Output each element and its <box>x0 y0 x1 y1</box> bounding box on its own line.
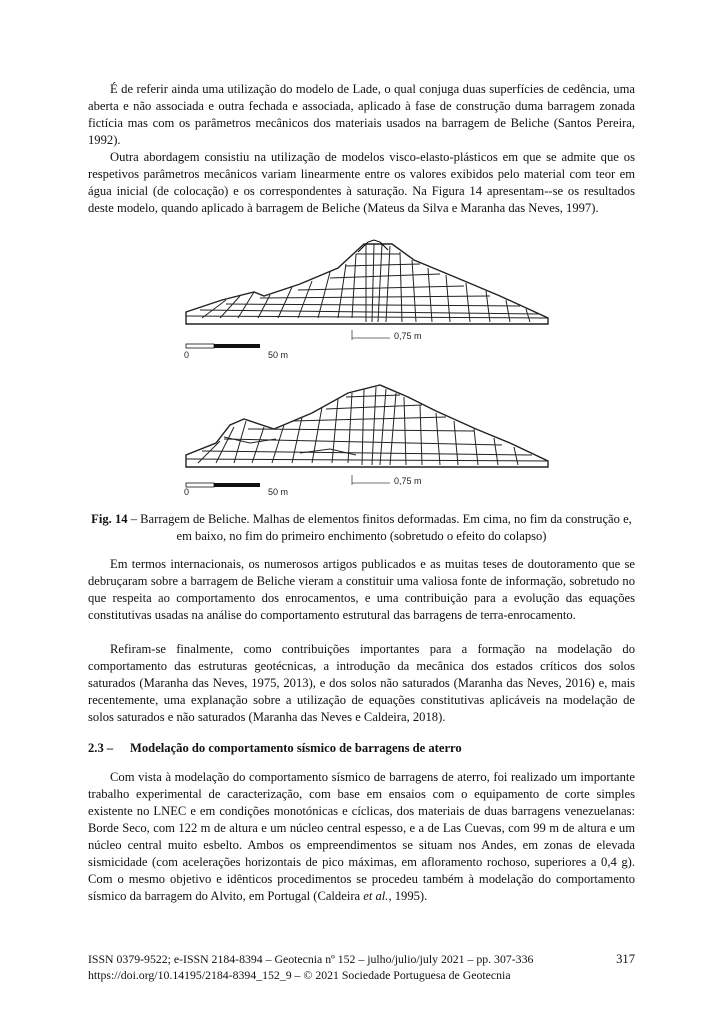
paragraph-contributions <box>88 641 635 726</box>
paragraph-text: Refiram-se finalmente, como contribuições importantes para a formação na modelação do comportamento das estruturas geotécnicas, a introdução da mecânica dos estados críticos dos solos saturados (Maranha das Neves, 1975, 2013), e dos solos não saturados (Maranha das Neves, 2016) e, mais recentemente, uma explanação sobre a utilização de equações constitutivas aplicáveis na modelação de solos saturados e não saturados (Maranha das Neves e Caldeira, 2018). <box>88 642 635 724</box>
figure-caption-label: Fig. 14 <box>91 512 128 526</box>
page-footer <box>88 951 635 983</box>
displacement-label: 0,75 m <box>394 476 422 486</box>
paragraph-international <box>88 556 635 624</box>
scale-bar-black <box>214 344 260 348</box>
scale-bar-white <box>186 483 214 487</box>
paragraph-italic-etal: et al. <box>363 889 389 903</box>
scale-length-label: 50 m <box>268 487 289 497</box>
scale-zero-label: 0 <box>184 487 190 497</box>
paragraph-text: Em termos internacionais, os numerosos artigos publicados e as muitas teses de doutoramento que se debruçaram sobre a barragem de Beliche vieram a constituir uma valiosa fonte de informação, sobretudo no que respeita ao comportamento dos enrocamentos, e uma contribuição para a evolução das equações constitutivas usadas na análise do comportamento estrutural das barragens de terra-enrocamento. <box>88 557 635 622</box>
section-title: Modelação do comportamento sísmico de barragens de aterro <box>130 741 462 755</box>
paragraph-text-end: , 1995). <box>388 889 428 903</box>
mesh-figure-first-filling <box>180 383 560 499</box>
footer-doi-line: https://doi.org/10.14195/2184-8394_152_9 – © 2021 Sociedade Portuguesa de Geotecnia <box>88 968 511 982</box>
figure-caption <box>88 511 635 545</box>
scale-zero-label: 0 <box>184 350 190 360</box>
section-heading <box>88 741 462 756</box>
displacement-label: 0,75 m <box>394 331 422 341</box>
paragraph-text: Com vista à modelação do comportamento sísmico de barragens de aterro, foi realizado um importante trabalho experimental de caracterização, com base em ensaios com o equipamento de corte simples existente no LNEC e em condições monotónicas e cíclicas, dos materiais de duas barragens venezuelanas: Borde Seco, com 122 m de altura e um núcleo central espesso, e a de Las Cuevas, com 99 m de altura e um núcleo central muito esbelto. Ambos os empreendimentos se situam nos Andes, em zonas de elevada sismicidade (com acelerações horizontais de pico máximas, em afloramento rochoso, superiores a 0,4 g). Com o mesmo objetivo e idênticos procedimentos se procedeu também à modelação do comportamento sísmico da barragem do Alvito, em Portugal (Caldeira <box>88 770 635 903</box>
scale-bar-white <box>186 344 214 348</box>
mesh-figure-end-of-construction <box>180 238 560 362</box>
paragraph-text: Outra abordagem consistiu na utilização de modelos visco-elasto-plásticos em que se admite que os respetivos parâmetros mecânicos variam linearmente entre os valores exibidos pelo material com teor em água inicial (de colocação) e os correspondentes à saturação. Na Figura 14 apresentam--se os resultados deste modelo, quando aplicado à barragem de Beliche (Mateus da Silva e Maranha das Neves, 1997). <box>88 150 635 215</box>
paragraph-lade-model <box>88 81 635 149</box>
paragraph-seismic <box>88 769 635 905</box>
page-number: 317 <box>616 952 635 966</box>
paragraph-text: É de referir ainda uma utilização do modelo de Lade, o qual conjuga duas superfícies de cedência, uma aberta e não associada e outra fechada e associada, aplicado à fase de construção duma barragem zonada fictícia mas com os parâmetros mecânicos dos materiais usados na barragem de Beliche (Santos Pereira, 1992). <box>88 82 635 147</box>
section-number: 2.3 – <box>88 741 114 755</box>
paragraph-visco-elasto-plastic <box>88 149 635 217</box>
figure-caption-text: – Barragem de Beliche. Malhas de elementos finitos deformadas. Em cima, no fim da construção e, em baixo, no fim do primeiro enchimento (sobretudo o efeito do colapso) <box>127 512 632 543</box>
footer-issn-line: ISSN 0379-9522; e-ISSN 2184-8394 – Geotecnia nº 152 – julho/julio/july 2021 – pp. 307-336 <box>88 952 534 966</box>
scale-length-label: 50 m <box>268 350 289 360</box>
scale-bar-black <box>214 483 260 487</box>
